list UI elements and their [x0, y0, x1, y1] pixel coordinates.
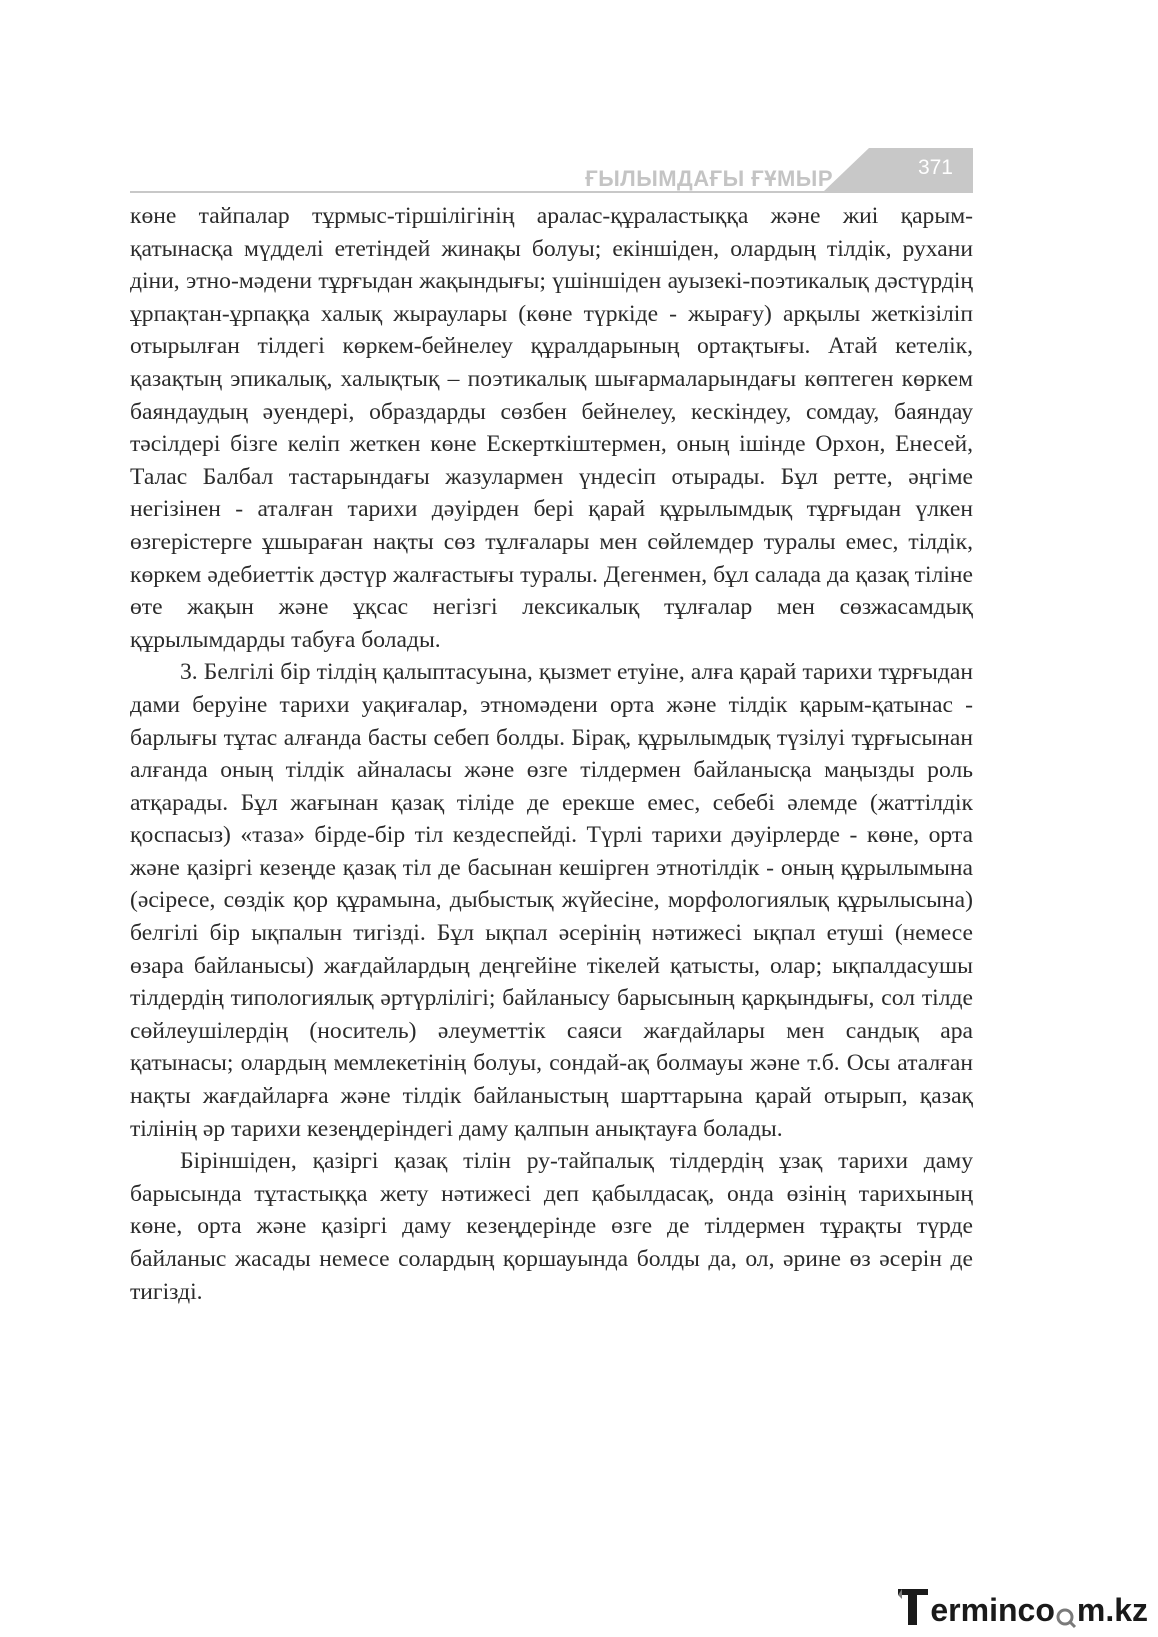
header-rule [130, 191, 973, 193]
watermark-logo [896, 1581, 1148, 1629]
paragraph: көне тайпалар тұрмыс-тіршілігінің аралас-құраластыққа және жиі қарым-қатынасқа мүдделі ететіндей жинақы болуы; екіншіден, олардың тілдік, рухани діни, этно-мәдени тұрғыдан жақындығы; үшіншіден ауызекі-поэтикалық дәстүрдің ұрпақтан-ұрпаққа халық жыраулары (көне түркіде - жырағу) арқылы жеткізіліп отырылған тілдегі көркем-бейнелеу құралдарының ортақтығы. Атай кетелік, қазақтың эпикалық, халықтық – поэтикалық шығармаларындағы көптеген көркем баяндаудың әуендері, образдарды сөзбен бейнелеу, кескіндеу, сомдау, баяндау тәсілдері бізге келіп жеткен көне Ескерткіштермен, оның ішінде Орхон, Енесей, Талас Балбал тастарындағы жазулармен үндесіп отырады. Бұл ретте, әңгіме негізінен - аталған тарихи дәуірден бері қарай құрылымдық тұрғыдан үлкен өзгерістерге ұшыраған нақты сөз тұлғалары мен сөйлемдер туралы емес, тілдік, көркем әдебиеттік дәстүр жалғастығы туралы. Дегенмен, бұл салада да қазақ тіліне өте жақын және ұқсас негізгі лексикалық тұлғалар мен сөзжасамдық құрылымдарды табуға болады. [130, 203, 973, 653]
page-number: 371 [917, 156, 953, 179]
body-text [130, 200, 973, 1308]
watermark-text-end: m.kz [1076, 1592, 1148, 1628]
watermark-text-start: ermincо [930, 1592, 1055, 1628]
running-header [130, 148, 973, 196]
t-logo-icon [896, 1585, 930, 1629]
magnifier-icon [1055, 1599, 1077, 1629]
paragraph: 3. Белгілі бір тілдің қалыптасуына, қызмет етуіне, алға қарай тарихи тұрғыдан дами беруіне тарихи уақиғалар, этномәдени орта және тілдік қарым-қатынас - барлығы тұтас алғанда басты себеп болды. Бірақ, құрылымдық түзілуі тұрғысынан алғанда оның тілдік айналасы және өзге тілдермен байланысқа маңызды роль атқарады. Бұл жағынан қазақ тіліде де ерекше емес, себебі әлемде (жаттілдік қоспасыз) «таза» бірде-бір тіл кездеспейді. Түрлі тарихи дәуірлерде - көне, орта және қазіргі кезеңде қазақ тіл де басынан кешірген этнотілдік - оның құрылымына (әсіресе, сөздік қор құрамына, дыбыстық жүйесіне, морфологиялық құрылысына) белгілі бір ықпалын тигізді. Бұл ықпал әсерінің нәтижесі ықпал етуші (немесе өзара байланысы) жағдайлардың деңгейіне тікелей қатысты, олар; ықпалдасушы тілдердің типологиялық әртүрлілігі; байланысу барысының қарқындығы, сол тілде сөйлеушілердің (носитель) әлеуметтік саяси жағдайлары мен сандық ара қатынасы; олардың мемлекетінің болуы, сондай-ақ болмауы және т.б. Осы аталған нақты жағдайларға және тілдік байланыстың шарттарына қарай отырып, қазақ тілінің әр тарихи кезеңдеріндегі даму қалпын анықтауға болады. [130, 659, 973, 1142]
paragraph: Біріншіден, қазіргі қазақ тілін ру-тайпалық тілдердің ұзақ тарихи даму барысында тұтастыққа жету нәтижесі деп қабылдасақ, онда өзінің тарихының көне, орта және қазіргі даму кезеңдерінде өзге де тілдермен тұрақты түрде байланыс жасады немесе солардың қоршауында болды да, ол, әрине өз әсерін де тигізді. [130, 1148, 973, 1305]
header-title: ҒЫЛЫМДАҒЫ ҒҰМЫР [585, 166, 833, 191]
